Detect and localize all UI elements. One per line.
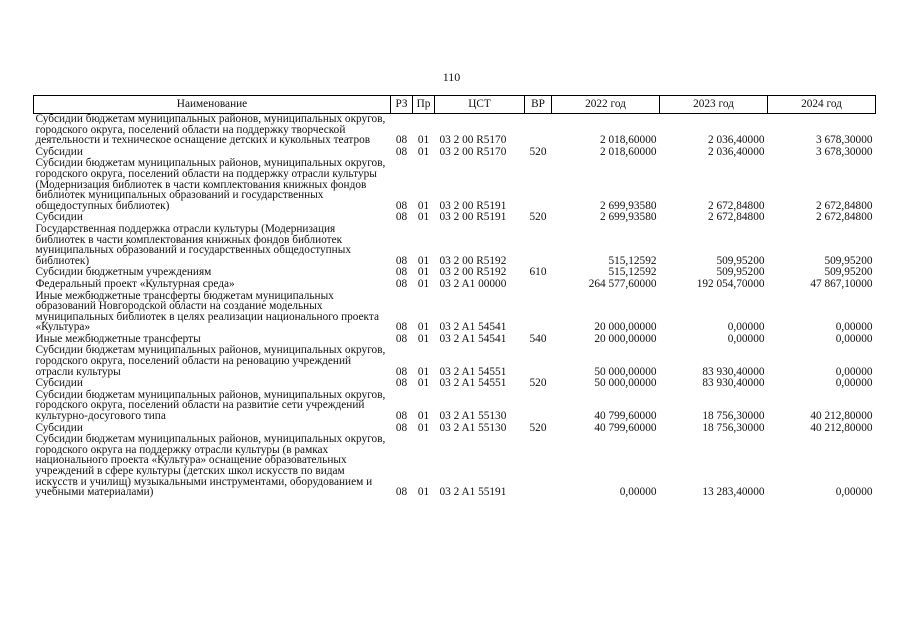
cell-2023: 13 283,40000 (702, 486, 765, 499)
cell-2023: 83 930,40000 (702, 365, 765, 378)
cell-name: Субсидии бюджетам муниципальных районов, муниципальных округов, городского округа на поддержку отрасли культуры (в рамках национального проекта «Культура» оснащение образовательных учреждений в сфере культуры (детских школ искусств по видам искусств и училищ) музыкальными инструментами, оборудованием и учебными материалами) (35, 433, 386, 499)
cell-pr: 01 (417, 199, 430, 212)
cell-cst: 03 2 A1 54551 (439, 377, 507, 390)
cell-2022: 515,12592 (608, 254, 657, 267)
cell-2022: 20 000,00000 (594, 332, 657, 345)
cell-name: Субсидии бюджетам муниципальных районов, муниципальных округов, городского округа, поселений области на поддержку творческой деятельности и техническое оснащение детских и кукольных театров (35, 113, 386, 147)
cell-vr: 520 (529, 421, 547, 434)
cell-rz: 08 (395, 332, 408, 345)
cell-2024: 2 672,84800 (816, 199, 873, 212)
header-2024: 2024 год (768, 96, 876, 114)
cell-2024: 509,95200 (824, 254, 873, 267)
cell-pr: 01 (417, 410, 430, 423)
cell-rz: 08 (395, 410, 408, 423)
cell-name: Субсидии бюджетам муниципальных районов, муниципальных округов, городского округа, поселений области на поддержку отрасли культуры (Модернизация библиотек в части комплектования книжных фондов библиотек муниципальных образований и государственных общедоступных библиотек) (35, 157, 386, 212)
cell-cst: 03 2 00 R5192 (439, 254, 507, 267)
cell-2023: 83 930,40000 (702, 377, 765, 390)
cell-name: Субсидии бюджетам муниципальных районов, муниципальных округов, городского округа, поселений области на развитие сети учреждений культурно-досугового типа (35, 388, 386, 423)
table-row (34, 158, 876, 212)
cell-vr (525, 158, 552, 212)
cell-cst: 03 2 00 R5191 (439, 199, 507, 212)
cell-vr: 540 (529, 332, 547, 345)
cell-2022: 0,00000 (619, 486, 657, 499)
cell-2022: 20 000,00000 (594, 321, 657, 334)
cell-2023: 18 756,30000 (702, 421, 765, 434)
cell-rz: 08 (395, 321, 408, 334)
cell-vr (525, 224, 552, 267)
cell-vr (525, 114, 552, 147)
cell-pr: 01 (417, 266, 430, 279)
cell-2024: 509,95200 (824, 266, 873, 279)
cell-2024: 0,00000 (835, 332, 873, 345)
cell-2022: 2 018,60000 (600, 145, 657, 158)
table-row (34, 434, 876, 499)
table-body (34, 114, 876, 499)
cell-name: Субсидии бюджетам муниципальных районов, муниципальных округов, городского округа, поселений области на реновацию учреждений отрасли культуры (35, 344, 386, 378)
cell-2024: 0,00000 (835, 486, 873, 499)
cell-2023: 0,00000 (727, 321, 765, 334)
cell-rz: 08 (395, 254, 408, 267)
table-row (34, 345, 876, 378)
cell-cst: 03 2 00 R5191 (439, 211, 507, 224)
cell-name: Иные межбюджетные трансферты (35, 332, 201, 345)
cell-pr: 01 (417, 211, 430, 224)
cell-2024: 0,00000 (835, 365, 873, 378)
cell-cst: 03 2 A1 54541 (439, 332, 507, 345)
page-number: 110 (442, 70, 461, 84)
cell-2024: 3 678,30000 (816, 134, 873, 147)
cell-2022: 40 799,60000 (594, 421, 657, 434)
cell-name: Субсидии (35, 211, 83, 224)
table-header-row (34, 96, 876, 114)
cell-rz: 08 (395, 421, 408, 434)
cell-2023: 509,95200 (716, 254, 765, 267)
cell-name: Федеральный проект «Культурная среда» (35, 277, 235, 290)
cell-2023: 509,95200 (716, 266, 765, 279)
cell-pr: 01 (417, 145, 430, 158)
cell-2024: 47 867,10000 (810, 277, 873, 290)
cell-vr (525, 434, 552, 499)
header-vr: ВР (525, 96, 552, 114)
cell-rz: 08 (395, 199, 408, 212)
cell-pr: 01 (417, 332, 430, 345)
cell-pr: 01 (417, 134, 430, 147)
cell-2024: 3 678,30000 (816, 145, 873, 158)
table-row (34, 224, 876, 267)
header-name: Наименование (34, 96, 391, 114)
cell-cst: 03 2 A1 54551 (439, 365, 507, 378)
cell-2024: 0,00000 (835, 321, 873, 334)
cell-cst: 03 2 A1 55130 (439, 421, 507, 434)
header-pr: Пр (413, 96, 435, 114)
cell-2022: 50 000,00000 (594, 377, 657, 390)
cell-rz: 08 (395, 365, 408, 378)
cell-pr: 01 (417, 321, 430, 334)
cell-2023: 0,00000 (727, 332, 765, 345)
cell-rz: 08 (395, 211, 408, 224)
cell-2024: 0,00000 (835, 377, 873, 390)
cell-cst: 03 2 A1 55191 (439, 486, 507, 499)
header-cst: ЦСТ (435, 96, 525, 114)
cell-2023: 2 672,84800 (708, 199, 765, 212)
cell-cst: 03 2 00 R5192 (439, 266, 507, 279)
cell-2022: 2 699,93580 (600, 199, 657, 212)
cell-rz: 08 (395, 134, 408, 147)
table-row (34, 390, 876, 423)
table-row (34, 279, 876, 291)
cell-2023: 2 036,40000 (708, 134, 765, 147)
cell-2022: 2 699,93580 (600, 211, 657, 224)
cell-pr: 01 (417, 365, 430, 378)
cell-pr: 01 (417, 421, 430, 434)
cell-2022: 264 577,60000 (588, 277, 657, 290)
cell-2023: 18 756,30000 (702, 410, 765, 423)
cell-cst: 03 2 00 R5170 (439, 134, 507, 147)
cell-rz: 08 (395, 145, 408, 158)
cell-cst: 03 2 00 R5170 (439, 145, 507, 158)
cell-2022: 40 799,60000 (594, 410, 657, 423)
cell-vr (525, 345, 552, 378)
cell-vr: 520 (529, 377, 547, 390)
cell-vr: 610 (529, 266, 547, 279)
cell-name: Субсидии (35, 377, 83, 390)
cell-name: Субсидии (35, 421, 83, 434)
cell-pr: 01 (417, 377, 430, 390)
cell-vr: 520 (529, 145, 547, 158)
cell-2023: 2 036,40000 (708, 145, 765, 158)
table-row (34, 114, 876, 147)
header-rz: РЗ (391, 96, 413, 114)
header-2022: 2022 год (552, 96, 660, 114)
cell-rz: 08 (395, 266, 408, 279)
cell-cst: 03 2 A1 55130 (439, 410, 507, 423)
cell-2024: 2 672,84800 (816, 211, 873, 224)
cell-name: Субсидии (35, 145, 83, 158)
cell-rz: 08 (395, 377, 408, 390)
cell-2024: 40 212,80000 (810, 421, 873, 434)
table-row (34, 291, 876, 334)
cell-pr: 01 (417, 254, 430, 267)
cell-cst: 03 2 A1 54541 (439, 321, 507, 334)
cell-vr: 520 (529, 211, 547, 224)
cell-2023: 2 672,84800 (708, 211, 765, 224)
cell-vr (525, 390, 552, 423)
cell-rz: 08 (395, 277, 408, 290)
cell-name: Иные межбюджетные трансферты бюджетам муниципальных образований Новгородской области на создание модельных муниципальных библиотек в целях реализации национального проекта «Культура» (35, 289, 379, 334)
cell-rz: 08 (395, 486, 408, 499)
cell-2022: 50 000,00000 (594, 365, 657, 378)
cell-2023: 192 054,70000 (696, 277, 765, 290)
cell-vr (525, 291, 552, 334)
cell-name: Государственная поддержка отрасли культуры (Модернизация библиотек в части комплектования книжных фондов библиотек муниципальных образований и государственных общедоступных библиотек) (35, 222, 351, 267)
cell-pr: 01 (417, 486, 430, 499)
cell-name: Субсидии бюджетным учреждениям (35, 266, 212, 279)
header-2023: 2023 год (660, 96, 768, 114)
cell-cst: 03 2 A1 00000 (439, 277, 507, 290)
cell-vr (525, 279, 552, 291)
cell-pr: 01 (417, 277, 430, 290)
cell-2022: 515,12592 (608, 266, 657, 279)
budget-table (33, 95, 876, 499)
cell-2024: 40 212,80000 (810, 410, 873, 423)
cell-2022: 2 018,60000 (600, 134, 657, 147)
